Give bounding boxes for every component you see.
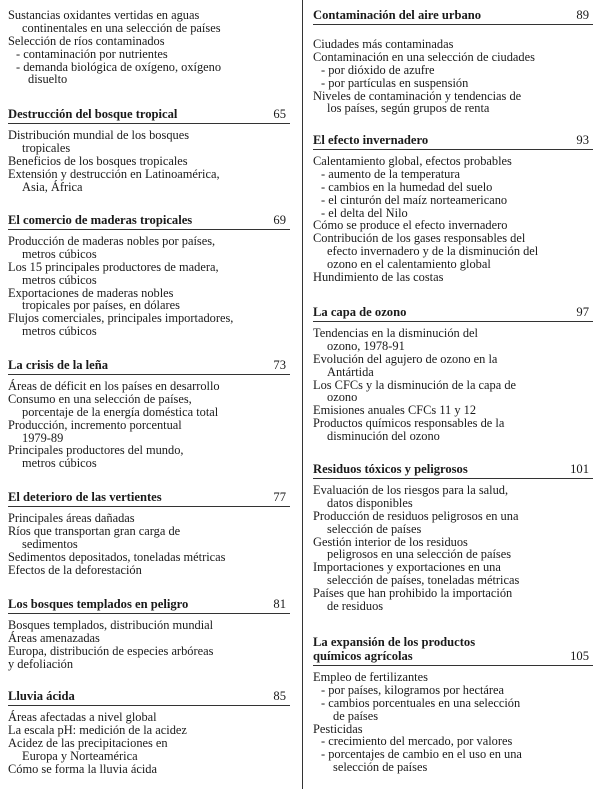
section-title: El deterioro de las vertientes [8, 490, 162, 504]
entry-line: - por partículas en suspensión [321, 75, 469, 90]
column-divider [302, 0, 303, 789]
section-title: Destrucción del bosque tropical [8, 107, 178, 121]
entry-line: disminución del ozono [327, 429, 440, 444]
entry-line: metros cúbicos [22, 272, 97, 287]
entry-line: Selección de ríos contaminados [8, 33, 165, 48]
entry-line: metros cúbicos [22, 246, 97, 261]
page-number: 65 [273, 107, 286, 121]
entry-line: Áreas de déficit en los países en desarrollo [8, 379, 220, 393]
entry-line: datos disponibles [327, 495, 413, 510]
section-heading[interactable] [313, 9, 593, 25]
entry-line: Distribución mundial de los bosques [8, 128, 190, 142]
entry-line: Empleo de fertilizantes [313, 670, 428, 684]
page-number: 85 [273, 689, 286, 703]
entry-line: tropicales por países, en dólares [22, 298, 180, 313]
entry-line: Los CFCs y la disminución de la capa de [313, 377, 517, 392]
entry-line: peligrosos en una selección de países [327, 547, 512, 562]
entry-line: Contaminación en una selección de ciudades [313, 49, 535, 64]
entry-line: Los 15 principales productores de madera, [8, 259, 219, 274]
section-title-line: La expansión de los productos [313, 635, 476, 649]
entry-line: Ríos que transportan gran carga de [8, 523, 181, 538]
section-title: La crisis de la leña [8, 358, 109, 372]
entry-line: - por países, kilogramos por hectárea [321, 682, 505, 697]
entry-line: tropicales [22, 140, 71, 155]
entry-line: Flujos comerciales, principales importadores, [8, 311, 234, 326]
page-number: 101 [570, 462, 589, 476]
entry-line: - el cinturón del maíz norteamericano [321, 192, 508, 207]
entry-line: Exportaciones de maderas nobles [8, 285, 174, 300]
entry-line: Niveles de contaminación y tendencias de [313, 88, 522, 103]
entry-line: Gestión interior de los residuos [313, 534, 468, 549]
section-heading[interactable] [313, 463, 593, 479]
intro-block [8, 9, 290, 86]
entry-line: Europa y Norteamérica [22, 748, 138, 763]
entry-line: ozono [327, 390, 358, 405]
entry-line: Hundimiento de las costas [313, 270, 444, 285]
section-title [313, 636, 475, 663]
entry-line: Beneficios de los bosques tropicales [8, 153, 188, 168]
entry-line: Europa, distribución de especies arbóreas [8, 643, 214, 658]
entry-line: Países que han prohibido la importación [313, 586, 513, 601]
section-title: Residuos tóxicos y peligrosos [313, 462, 468, 476]
entry-line: ozono, 1978-91 [327, 338, 405, 353]
entry-line: selección de países [333, 760, 428, 775]
entry-line: Pesticidas [313, 721, 363, 736]
section-lluvia-acida [8, 690, 290, 775]
section-title-line: químicos agrícolas [313, 648, 413, 663]
entry-line: - crecimiento del mercado, por valores [321, 734, 513, 749]
section-heading[interactable] [8, 491, 290, 507]
entry-line: - porcentajes de cambio en el uso en una [321, 747, 522, 762]
entry-line: Contribución de los gases responsables del [313, 231, 526, 246]
section-heading[interactable] [8, 214, 290, 230]
entry-line: continentales en una selección de países [22, 20, 221, 35]
entry-line: Importaciones y exportaciones en una [313, 560, 501, 575]
entry-line: Productos químicos responsables de la [313, 416, 505, 431]
entry-line: - cambios porcentuales en una selección [321, 695, 521, 710]
section-heading[interactable] [313, 306, 593, 322]
entry-line: disuelto [28, 72, 68, 87]
section-capa-ozono [313, 306, 593, 443]
entry-line: Principales áreas dañadas [8, 511, 135, 525]
entry-line: Extensión y destrucción en Latinoamérica, [8, 166, 220, 181]
section-productos-quimicos-agricolas [313, 636, 593, 774]
entry-line: - por dióxido de azufre [321, 62, 435, 77]
entry-line: efecto invernadero y de la disminución del [327, 244, 539, 259]
section-heading[interactable] [8, 108, 290, 124]
entry-line: - demanda biológica de oxígeno, oxígeno [16, 59, 222, 74]
entry-line: La escala pH: medición de la acidez [8, 722, 187, 737]
entry-line: sedimentos [22, 536, 78, 551]
entry-line: Tendencias en la disminución del [313, 326, 478, 340]
page-number: 93 [576, 133, 589, 147]
entry-line: Ciudades más contaminadas [313, 37, 454, 51]
section-title: El efecto invernadero [313, 133, 429, 147]
section-heading[interactable] [8, 598, 290, 614]
section-heading[interactable] [8, 690, 290, 706]
section-title: Contaminación del aire urbano [313, 8, 482, 22]
entry-line: Áreas afectadas a nivel global [8, 710, 157, 724]
entry-line: Consumo en una selección de países, [8, 391, 192, 406]
entry-line: Acidez de las precipitaciones en [8, 735, 168, 750]
entry-line: - cambios en la humedad del suelo [321, 179, 493, 194]
entry-line: ozono en el calentamiento global [327, 257, 491, 272]
entry-line: de países [333, 708, 379, 723]
entry-line: Principales productores del mundo, [8, 443, 184, 458]
section-comercio-maderas-tropicales [8, 214, 290, 338]
entry-line: Sedimentos depositados, toneladas métricas [8, 549, 226, 564]
section-crisis-lena [8, 359, 290, 470]
entry-line: - aumento de la temperatura [321, 166, 460, 181]
entry-line: 1979-89 [22, 430, 64, 445]
entry-line: - contaminación por nutrientes [16, 46, 168, 61]
section-residuos-toxicos [313, 463, 593, 613]
entry-line: selección de países, toneladas métricas [327, 573, 520, 588]
page-number: 81 [273, 597, 286, 611]
page-number: 97 [576, 305, 589, 319]
section-bosques-templados [8, 598, 290, 671]
section-deterioro-vertientes [8, 491, 290, 576]
section-destruccion-bosque-tropical [8, 108, 290, 193]
entry-line: Evaluación de los riesgos para la salud, [313, 483, 509, 497]
section-heading[interactable] [313, 134, 593, 150]
entry-line: porcentaje de la energía doméstica total [22, 404, 219, 419]
page-number: 77 [273, 490, 286, 504]
section-contaminacion-aire-urbano [313, 9, 593, 115]
entry-line: Producción de maderas nobles por países, [8, 234, 216, 248]
entry-line: Efectos de la deforestación [8, 562, 142, 577]
entry-line: metros cúbicos [22, 324, 97, 339]
entry-line: de residuos [327, 599, 384, 614]
section-heading[interactable] [8, 359, 290, 375]
section-heading[interactable] [313, 636, 593, 666]
section-title: Lluvia ácida [8, 689, 75, 703]
entry-line: Producción, incremento porcentual [8, 417, 182, 432]
entry-line: Sustancias oxidantes vertidas en aguas [8, 8, 200, 22]
entry-line: Cómo se produce el efecto invernadero [313, 218, 508, 233]
entry-line: metros cúbicos [22, 456, 97, 471]
section-title: El comercio de maderas tropicales [8, 213, 193, 227]
entry-line: y defoliación [8, 656, 74, 671]
entry-line: Cómo se forma la lluvia ácida [8, 761, 157, 776]
entry-line: Áreas amenazadas [8, 630, 100, 645]
entry-line: Bosques templados, distribución mundial [8, 618, 214, 632]
entry-line: Emisiones anuales CFCs 11 y 12 [313, 403, 477, 418]
page-number: 89 [576, 8, 589, 22]
section-title: Los bosques templados en peligro [8, 597, 189, 611]
page-number: 105 [570, 648, 589, 663]
page-number: 73 [273, 358, 286, 372]
section-title: La capa de ozono [313, 305, 407, 319]
entry-line: los países, según grupos de renta [327, 101, 490, 116]
entry-line: Antártida [327, 364, 374, 379]
entry-line: Evolución del agujero de ozono en la [313, 351, 498, 366]
entry-line: Calentamiento global, efectos probables [313, 154, 512, 168]
section-efecto-invernadero [313, 134, 593, 284]
entry-line: selección de países [327, 521, 422, 536]
page-number: 69 [273, 213, 286, 227]
entry-line: - el delta del Nilo [321, 205, 408, 220]
entry-line: Producción de residuos peligrosos en una [313, 508, 519, 523]
entry-line: Asia, África [22, 179, 83, 194]
